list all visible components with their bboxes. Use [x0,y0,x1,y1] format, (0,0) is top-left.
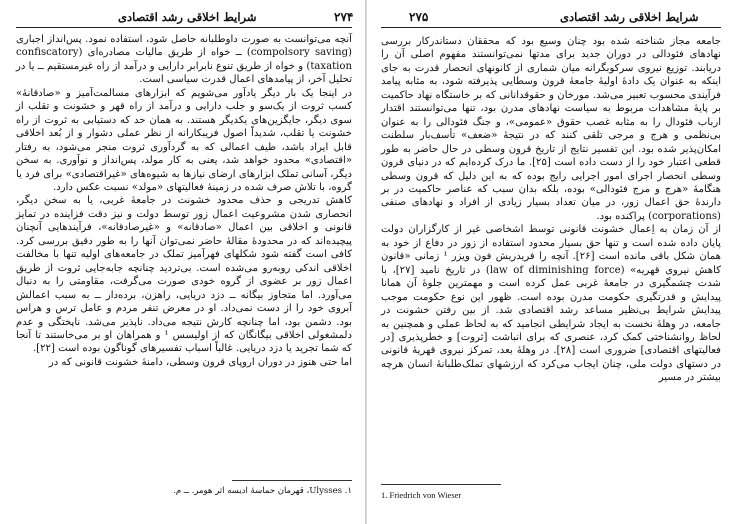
left-page-number: ۲۷۴ [334,10,354,24]
left-paragraph-2: در اینجا یک بار دیگر یادآور می‌شویم که ابزارهای مسالمت‌آمیز و «صادقانهٔ» کسب ثروت از یک‌سو و جلب دارایی و درآمد از راه قهر و خشونت و تقلب از سوی دیگر، جایگزین‌های یکدیگر هستند. به همان حد که دستیابی به ثروت از راه خشونت یا تقلب، شدیداً اصول فریبکارانه از نظر عملی دشوار و از بُعد اخلاقی قابل ایراد باشد، طیف اعمالی که به گردآوری ثروت منجر می‌شود، به رفتار «اقتصادی» محدود خواهد شد، یعنی به کار مولد، پس‌انداز و نوآوری. به سخن دیگر، آسانی تملک ابزارهای ارضای نیازها به شیوه‌های «غیراقتصادی» برای فرد یا گروه، با تلاش صرف شده در زمینهٔ فعالیتهای «مولد» نسبت عکس دارد. [16,87,352,193]
right-footnote: 1. Friedrich von Wieser [381,490,462,500]
left-header-rule [16,27,352,28]
right-page [367,0,733,524]
left-paragraph-4: اما حتی هنوز در دوران اروپای قرون وسطی، دامنهٔ خشونت قانونی که در [48,356,352,368]
left-footnote-rule [232,480,352,481]
left-paragraph-3: کاهش تدریجی و حذف محدود خشونت در جامعهٔ غربی، یا به سخن دیگر، انحصاری شدن مشروعیت اعمال زور توسط دولت و نیز دقت فزاینده در تمایز قانونی و اخلاقی بین اعمال «صادقانه» و «غیرصادقانه»، فرآیندهایی آنچنان پیچیده‌اند که در محدودهٔ مقالهٔ حاضر نمی‌توان آنها را به طور دقیق بررسی کرد. کافی است گفته شود شکلهای فهرآمیز تملک در جامعه‌های اولیه تنها با مخالفت اخلاقی اندکی روبه‌رو می‌شده است. بی‌تردید چنانچه جابه‌جایی ثروت از طریق اعمال زور بر عضوی از گروه خودی صورت می‌گرفت، مقاومتی را به دنبال می‌آورد. اما متجاوز بیگانه ــ دزد دریایی، راهزن، برده‌دار ــ به سبب اعمالش آبروی خود را از دست نمی‌داد. او در معرض تنفر مردم و عامل ترس و هراس بود. دشمن بود، اما چنانچه کارش نتیجه می‌داد. ناپذیر می‌شد. ناپختگی و عدم دلمشغولی اخلاقی بیگانگان که از اولیسس ¹ و همراهان او بر می‌خاستند تا آنجا که شما تجرید یا دزد دریایی. غالباً اسباب تفسیرهای گوناگون بوده است [۲۲]. [16,195,352,355]
right-running-title: شرایط اخلاقی رشد اقتصادی [560,10,699,24]
right-paragraph-2: از آن زمان به اِعمال خشونت قانونی توسط اشخاصی غیر از کارگزاران دولت پایان داده شده است و تنها حق بسیار محدود استفاده از زور در دفاع از خود به همان شکل باقی مانده است [۲۶]. آنچه را فریدریش فون ویزر ¹ زمانی «قانون کاهش نیروی قهریه» (law of diminishing force) در تاریخ نامید [۲۷]، با شدت چشمگیری در جامعهٔ غربی عمل کرده است و مهمترین جلوهٔ آن همانا پیدایش و قدرتگیری حکومت مدرن بوده است. ظهور این نوع حکومت موجب پیدایش شرایط بی‌نظیر مساعد رشد اقتصادی شد. از بین رفتن خشونت در جامعه، در وهلهٔ نخست به ایجاد شرایطی انجامید که به لحاظ عملی و همچنین به لحاظ روانشناختی کمک کرد، عنصری که برای انباشت [ثروت] و خطرپذیری [در فعالیتهای اقتصادی] ضروری است [۲۸]. در وهلهٔ بعد، تمرکز نیروی قهریهٔ قانونی در دستهای دولت ملی، چنان ایجاب می‌کرد که ارزشهای تملک‌طلبانهٔ انسان هرچه بیشتر در مسیر [381,224,722,384]
left-body-text [16,33,352,369]
left-footnote: ۱. Ulysses، قهرمان حماسهٔ ادیسه اثر هومر. ــ م. [173,486,352,496]
right-page-number: ۲۷۵ [409,10,429,24]
right-body-text [381,35,721,385]
right-paragraph-1: جامعه مجاز شناخته شده بود چنان وسیع بود که محققان دستاندرکار بررسی نهادهای فئودالی در دوران جدید برای مدتها نمی‌توانستند مفهوم اصلی آن را دریابند. توزیع نیروی سرکوبگرانه میان شماری از کانونهای انحصار قدرت به جای اینکه به عنوان یک دادهٔ اولیهٔ جامعهٔ قرون وسطایی پذیرفته شود، به مثابه پیامد فرآیندی محسوب تعبیر می‌شد. مورخان و حقوقدانانی که بر خاستگاه نهاد حاکمیت بر پایهٔ مشاهدات مربوط به سیاست نهادهای مدرن بود، تنها می‌توانستند اقتدار ارباب فئودال را به مثابه غصب حقوق «عمومی»، و جنگ فئودالی را به عنوان بی‌نظمی و هرج و مرجی تلقی کنند که در نتیجهٔ «ضعف» تأسف‌بار سلطنت امکان‌پذیر شده بود. این تفسیر نتایج از تاریخ قرون وسطی در حال حاضر به طور قطعی اعتبار خود را از دست داده است [۲۵]. ما درک کرده‌ایم که در دنیای قرون وسطی انحصار اجرای امور اجرایی رایج بوده که به این دلیل که قرون وسطی هنگامهٔ «هرج و مرج فئودالی» بوده، بلکه بدان سبب که عناصر حاکمیت در بر دارندهٔ حق اعمال زور، در میان تعداد بسیار زیادی از افراد و نهادهای صنفی (corporations) پراکنده بود. [381,36,721,222]
right-header-rule [381,27,721,28]
right-footnote-rule [381,484,501,485]
left-page [0,0,366,524]
right-page-header [367,10,733,26]
left-page-header [0,10,365,26]
left-paragraph-1: آنچه می‌توانست به صورت داوطلبانه حاصل شود، استفاده نمود. پس‌انداز اجباری (compolsory saving) ــ خواه از طریق مالیات مصادره‌ای (confiscatory taxation) و خواه از طریق تنوع نابرابر دارایی و درآمد از راه غیرمستقیم ــ یا در تحلیل آخر، از پیامدهای اعمال قدرت سیاسی است. [16,34,352,86]
left-running-title: شرایط اخلاقی رشد اقتصادی [118,10,257,24]
